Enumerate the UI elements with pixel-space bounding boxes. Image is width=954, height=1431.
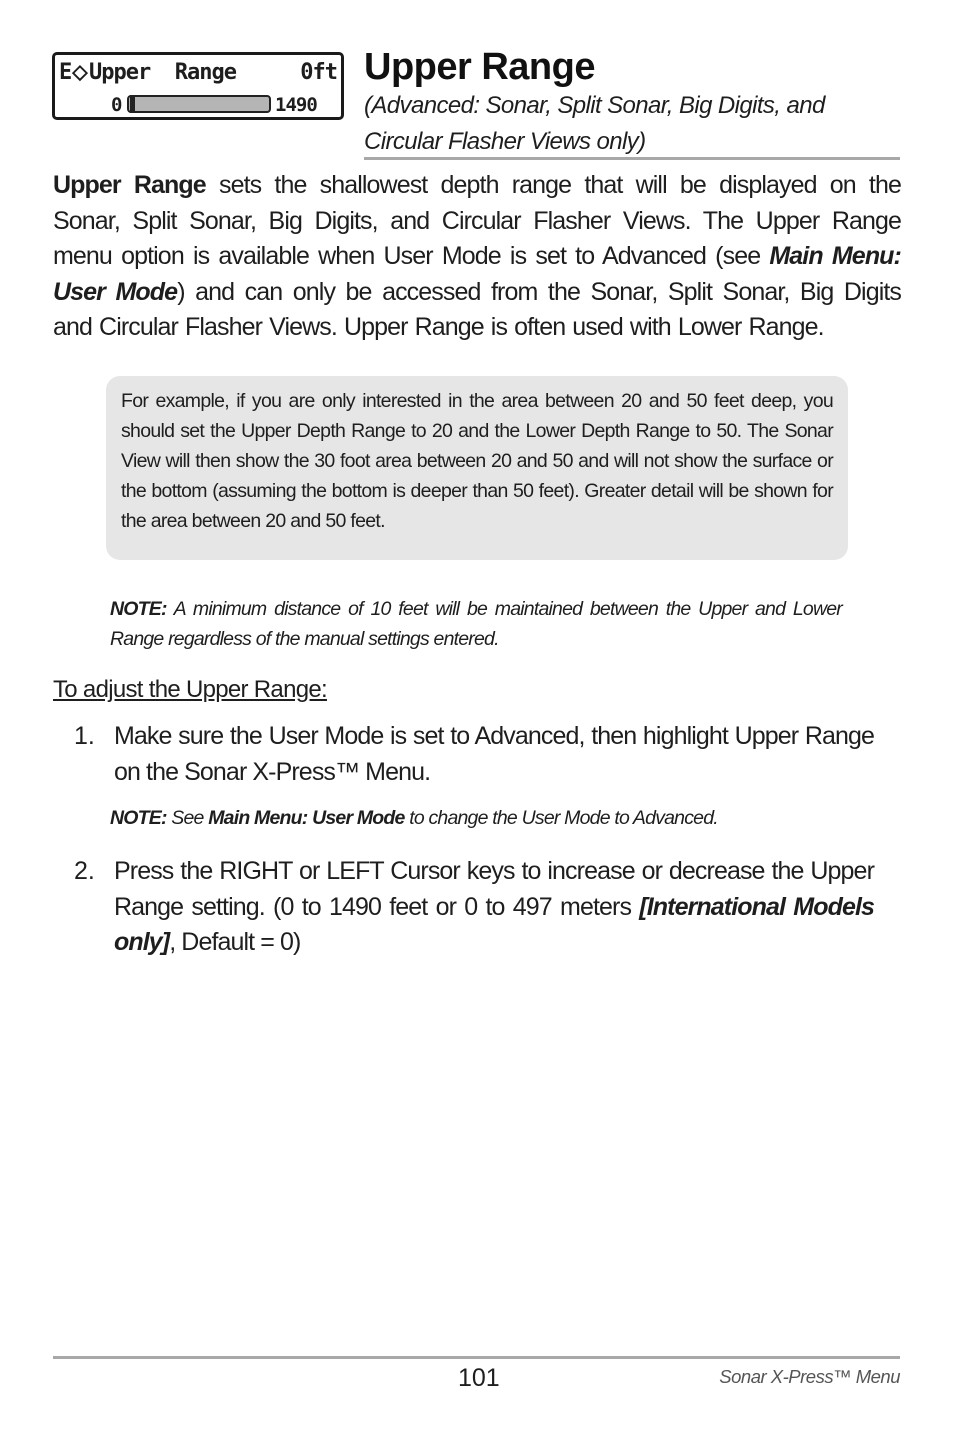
range-slider [127, 95, 271, 113]
note-label: NOTE: [110, 807, 167, 829]
note-minimum-distance [110, 594, 842, 654]
footer-divider [53, 1356, 900, 1359]
note-pre: See [166, 807, 209, 829]
slider-max-label: 1490 [275, 94, 317, 116]
widget-value: 0ft [300, 60, 337, 85]
note-label: NOTE: [110, 598, 167, 620]
note-post: to change the User Mode to Advanced. [404, 807, 718, 829]
procedure-heading: To adjust the Upper Range: [53, 676, 327, 703]
note-reference: Main Menu: User Mode [208, 807, 405, 829]
intro-term: Upper Range [53, 171, 206, 199]
example-text: For example, if you are only interested in the area between 20 and 50 feet deep, you should set the Upper Depth Range to 20 and the Lower Depth Range to 50. The Sonar View will then show the 30 foot area between 20 and 50 and will not show the surface or the bottom (assuming the bottom is deeper than 50 feet). Greater detail will be shown for the area between 20 and 50 feet. [121, 390, 833, 532]
intro-text-1: sets the shallowest depth range that will be displayed on the Sonar, Split Sonar, Big Digits, and Circular Flasher Views. The Upper Range menu option is available when User Mode is set to Advanced (see [53, 171, 901, 270]
intro-paragraph [53, 168, 901, 346]
page-number: 101 [458, 1364, 500, 1392]
widget-label: Upper Range [89, 60, 236, 85]
step-2-text-2: , Default = 0) [169, 928, 301, 956]
slider-thumb [130, 95, 135, 113]
step-1-number: 1. [74, 722, 95, 750]
footer-section-name: Sonar X-Press™ Menu [719, 1366, 900, 1387]
upper-range-menu-widget [52, 52, 344, 120]
page-subtitle: (Advanced: Sonar, Split Sonar, Big Digits, and Circular Flasher Views only) [364, 92, 825, 155]
slider-min-label: 0 [111, 94, 123, 116]
note-text: A minimum distance of 10 feet will be maintained between the Upper and Lower Range regardless of the manual settings entered. [110, 598, 842, 650]
intro-text-2: ) and can only be accessed from the Sonar, Split Sonar, Big Digits and Circular Flasher Views. Upper Range is often used with Lower Range. [53, 277, 901, 341]
step-2-text [114, 854, 874, 961]
step-1-text: Make sure the User Mode is set to Advanced, then highlight Upper Range on the Sonar X-Press™ Menu. [114, 722, 874, 786]
cursor-arrows-icon: E⬦ [59, 60, 88, 85]
page-title: Upper Range [364, 46, 595, 88]
step-2-text-1: Press the RIGHT or LEFT Cursor keys to increase or decrease the Upper Range setting. (0 to 1490 feet or 0 to 497 meters [114, 857, 874, 921]
header-divider [364, 157, 900, 160]
step-2-emphasis: [International Models only] [114, 892, 874, 956]
step-2-number: 2. [74, 857, 95, 885]
example-callout [106, 376, 848, 560]
intro-reference: Main Menu: User Mode [53, 242, 901, 306]
note-user-mode [110, 804, 718, 832]
